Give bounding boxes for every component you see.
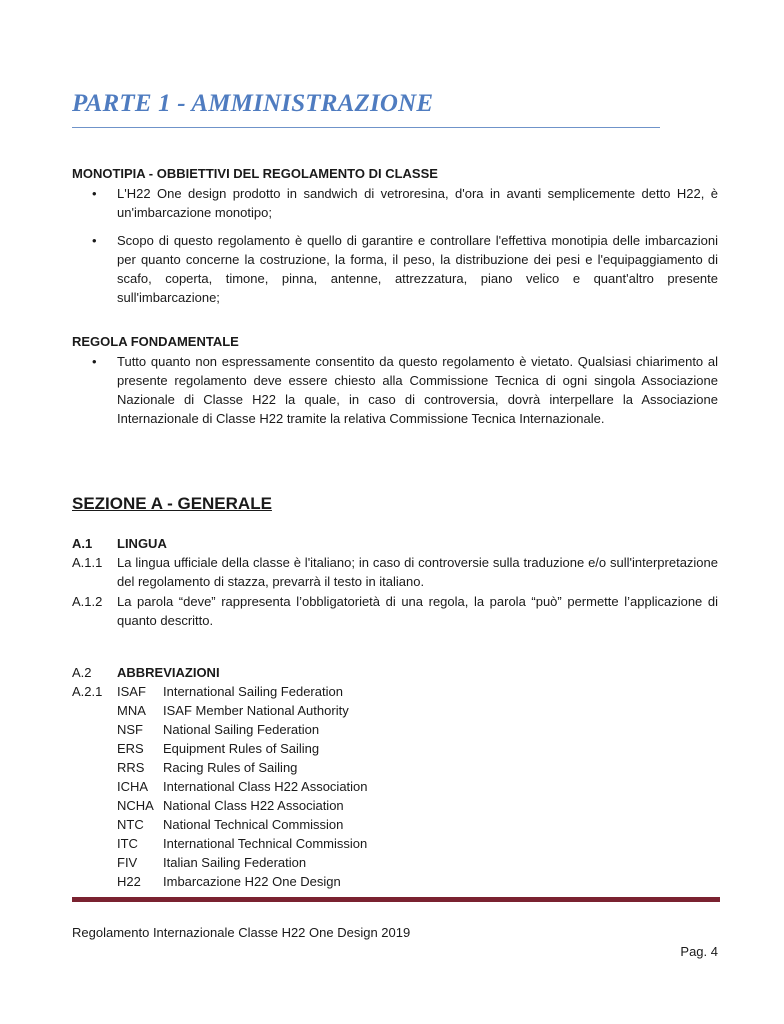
abbreviation-code: NTC xyxy=(117,817,144,832)
regola-heading: REGOLA FONDAMENTALE xyxy=(72,334,239,349)
clause-title: ABBREVIAZIONI xyxy=(117,665,220,680)
bullet-icon: • xyxy=(92,354,97,369)
abbreviation-description: International Sailing Federation xyxy=(163,684,343,699)
abbreviation-description: National Sailing Federation xyxy=(163,722,320,737)
abbreviation-code: NSF xyxy=(117,722,143,737)
abbreviation-code: ERS xyxy=(117,741,144,756)
abbreviation-description: Equipment Rules of Sailing xyxy=(163,741,320,756)
clause-text: La lingua ufficiale della classe è l'italiano; in caso di controversie sulla traduzione e/o sull'interpretazione del regolamento di stazza, prevarrà il testo in italiano. xyxy=(117,555,718,589)
abbreviation-code: RRS xyxy=(117,760,145,775)
clause-a2 xyxy=(72,663,718,682)
bullet-icon: • xyxy=(92,233,97,248)
clause-number: A.2 xyxy=(72,665,92,680)
clause-a11 xyxy=(72,553,718,591)
abbreviation-row xyxy=(72,720,572,739)
list-item xyxy=(72,352,718,428)
clause-a1 xyxy=(72,534,718,553)
abbreviation-row xyxy=(72,758,572,777)
bullet-text: Tutto quanto non espressamente consentito da questo regolamento è vietato. Qualsiasi chiarimento al presente regolamento deve essere chiesto alla Commissione Tecnica di ogni singola Associazione Nazionale di Classe H22 la quale, in caso di controversia, dovrà interpellare la Associazione Internazionale di Classe H22 tramite la relativa Commissione Tecnica Internazionale. xyxy=(117,354,718,426)
clause-text: La parola “deve” rappresenta l’obbligatorietà di una regola, la parola “può” permette l’applicazione di quanto descritto. xyxy=(117,594,718,628)
bullet-text: L'H22 One design prodotto in sandwich di vetroresina, d'ora in avanti semplicemente detto H22, è un'imbarcazione monotipo; xyxy=(117,186,718,220)
abbreviation-description: Racing Rules of Sailing xyxy=(163,760,298,775)
clause-number: A.2.1 xyxy=(72,684,103,699)
clause-a12 xyxy=(72,592,718,630)
abbreviation-code: ISAF xyxy=(117,684,146,699)
bullet-icon: • xyxy=(92,186,97,201)
abbreviation-row xyxy=(72,777,572,796)
page-number: Pag. 4 xyxy=(680,944,718,959)
abbreviation-list xyxy=(72,682,572,891)
abbreviation-row xyxy=(72,701,572,720)
clause-number: A.1.1 xyxy=(72,555,103,570)
monotipia-heading: MONOTIPIA - OBBIETTIVI DEL REGOLAMENTO DI CLASSE xyxy=(72,166,438,181)
abbreviation-row xyxy=(72,796,572,815)
footer-text: Regolamento Internazionale Classe H22 One Design 2019 xyxy=(72,925,411,940)
abbreviation-code: NCHA xyxy=(117,798,154,813)
abbreviation-code: ICHA xyxy=(117,779,149,794)
abbreviation-row xyxy=(72,682,572,701)
abbreviation-description: Italian Sailing Federation xyxy=(163,855,307,870)
regola-bullets xyxy=(72,352,718,428)
list-item xyxy=(72,184,718,222)
abbreviation-code: MNA xyxy=(117,703,146,718)
abbreviation-description: ISAF Member National Authority xyxy=(163,703,349,718)
abbreviation-description: Imbarcazione H22 One Design xyxy=(163,874,341,889)
monotipia-bullets xyxy=(72,184,718,307)
abbreviation-code: FIV xyxy=(117,855,138,870)
bullet-text: Scopo di questo regolamento è quello di garantire e controllare l'effettiva monotipia delle imbarcazioni per quanto concerne la costruzione, la forma, il peso, la distribuzione dei pesi e l'equipaggiamento di scafo, coperta, timone, pinna, antenne, attrezzatura, piano velico e quant'altro presente sull'imbarcazione; xyxy=(117,233,718,305)
abbreviation-description: International Technical Commission xyxy=(163,836,368,851)
list-item xyxy=(72,231,718,307)
title-underline xyxy=(72,127,660,128)
abbreviation-row xyxy=(72,739,572,758)
abbreviation-code: H22 xyxy=(117,874,141,889)
abbreviation-code: ITC xyxy=(117,836,138,851)
abbreviation-description: International Class H22 Association xyxy=(163,779,368,794)
abbreviation-description: National Class H22 Association xyxy=(163,798,344,813)
clause-number: A.1 xyxy=(72,536,93,551)
part-title: PARTE 1 - AMMINISTRAZIONE xyxy=(72,90,434,117)
section-a-title: SEZIONE A - GENERALE xyxy=(72,494,272,513)
abbreviation-row xyxy=(72,815,572,834)
clause-title: LINGUA xyxy=(117,536,167,551)
abbreviation-row xyxy=(72,853,572,872)
abbreviation-row xyxy=(72,872,572,891)
footer-divider xyxy=(72,897,720,902)
abbreviation-row xyxy=(72,834,572,853)
clause-number: A.1.2 xyxy=(72,594,103,609)
abbreviation-description: National Technical Commission xyxy=(163,817,344,832)
